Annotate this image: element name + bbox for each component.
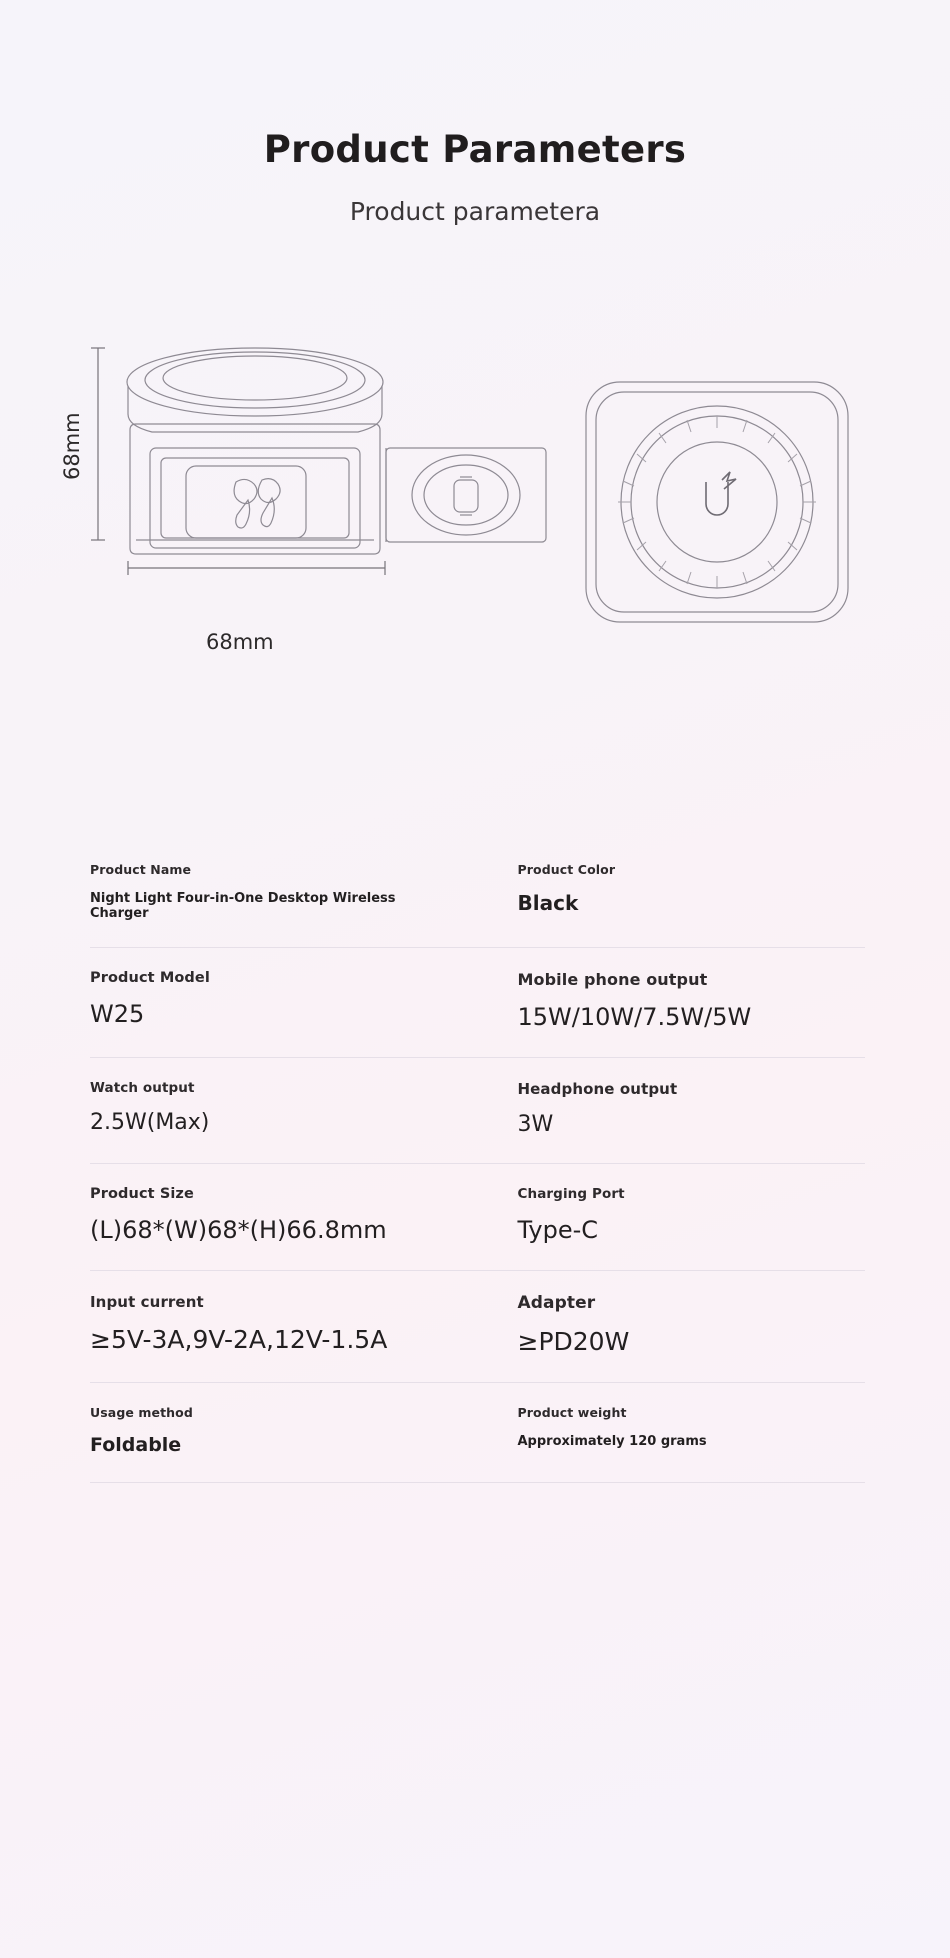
table-row [90,1058,865,1164]
product-line-drawing [0,330,950,760]
table-row [90,840,865,948]
magnet-icon [706,472,736,515]
spec-value: (L)68*(W)68*(H)66.8mm [90,1216,387,1244]
spec-label: Product weight [517,1405,627,1420]
spec-cell-product-model [90,970,478,1031]
table-row [90,1383,865,1483]
spec-label: Mobile phone output [517,970,708,989]
spec-label: Watch output [90,1080,195,1096]
spec-cell-usage-method [90,1405,478,1456]
magsafe-phone-pad [586,382,848,622]
spec-value: Approximately 120 grams [517,1434,707,1449]
watch-pad [386,448,546,542]
product-illustration [0,330,950,760]
spec-value: 3W [517,1112,554,1137]
spec-value: Type-C [517,1216,599,1244]
spec-value: ≥5V-3A,9V-2A,12V-1.5A [90,1325,388,1354]
spec-value: W25 [90,1000,145,1028]
spec-cell-product-weight [478,1405,866,1456]
spec-label: Product Color [517,862,616,877]
table-row [90,1271,865,1383]
spec-label: Usage method [90,1405,193,1420]
page-header [0,0,950,226]
spec-value: 15W/10W/7.5W/5W [517,1003,752,1031]
spec-value: ≥PD20W [517,1327,630,1356]
spec-cell-product-name [90,862,478,921]
spec-label: Product Size [90,1186,194,1202]
spec-cell-mobile-phone-output [478,970,866,1031]
spec-cell-adapter [478,1293,866,1356]
dock-body [130,424,380,554]
specifications-table [90,840,865,1483]
spec-cell-input-current [90,1293,478,1356]
spec-value: Black [517,891,579,915]
spec-value: Foldable [90,1434,182,1456]
spec-cell-watch-output [90,1080,478,1137]
spec-value: 2.5W(Max) [90,1110,210,1135]
table-row [90,948,865,1058]
spec-cell-product-color [478,862,866,921]
page-subtitle: Product parametera [349,197,601,226]
spec-label: Charging Port [517,1186,625,1202]
spec-cell-headphone-output [478,1080,866,1137]
height-dimension-label: 68mm [60,412,84,480]
width-dimension-line [128,561,385,575]
spec-cell-charging-port [478,1186,866,1244]
page-title: Product Parameters [263,128,687,171]
spec-label: Product Name [90,862,192,877]
table-row [90,1164,865,1271]
watch-charger-top [127,348,383,432]
spec-label: Adapter [517,1293,596,1313]
spec-label: Headphone output [517,1080,678,1098]
spec-label: Input current [90,1293,204,1311]
width-dimension-label: 68mm [206,630,274,654]
spec-value: Night Light Four-in-One Desktop Wireless Charger [90,891,396,921]
height-dimension-line [91,348,105,540]
spec-cell-product-size [90,1186,478,1244]
spec-label: Product Model [90,970,210,986]
